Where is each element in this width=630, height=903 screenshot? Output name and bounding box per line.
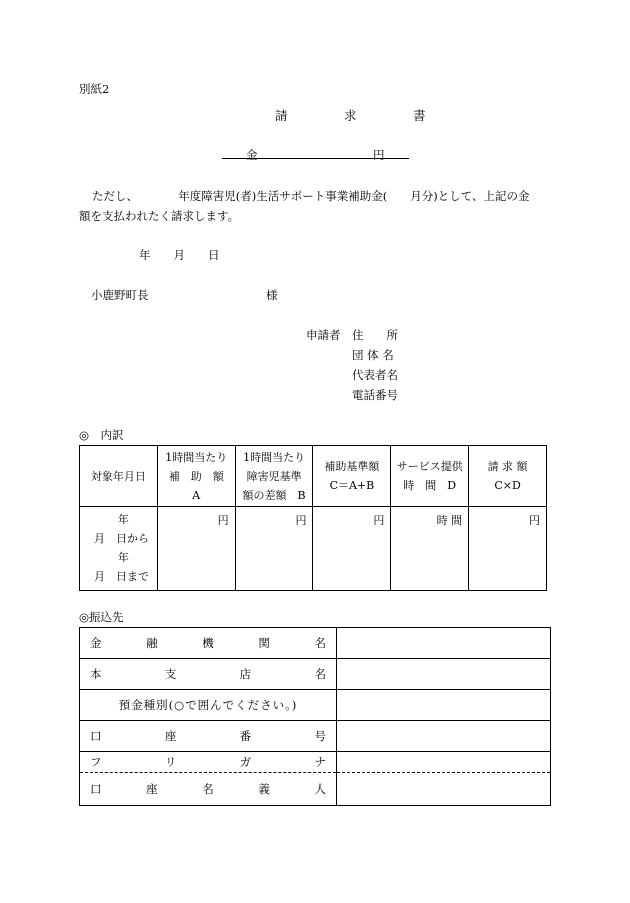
difference-amount-cell: 円 xyxy=(235,507,313,591)
claim-amount-cell: 円 xyxy=(469,507,547,591)
bank-row-financial-institution xyxy=(80,628,551,659)
body-line-2: 額を支払われたく請求します。 xyxy=(79,209,240,223)
header-standard-amount: 補助基準額 C＝A+B xyxy=(313,446,391,507)
value-account-holder xyxy=(337,773,551,806)
bank-row-account-holder xyxy=(80,773,551,806)
addressee: 小鹿野町長 xyxy=(91,288,149,302)
header-target-date: 対象年月日 xyxy=(80,446,158,507)
amount-underline xyxy=(222,158,409,159)
honorific: 様 xyxy=(266,288,278,302)
document-title: 請 求 書 xyxy=(275,108,448,123)
label-furigana: フ リ ガ ナ xyxy=(80,752,337,773)
representative-label: 代表者名 xyxy=(352,368,398,382)
label-branch: 本 支 店 名 xyxy=(80,659,337,690)
label-financial-institution: 金 融 機 関 名 xyxy=(80,628,337,659)
value-financial-institution xyxy=(337,628,551,659)
breakdown-header-row xyxy=(80,446,547,507)
attachment-label: 別紙2 xyxy=(79,82,110,96)
value-furigana xyxy=(337,752,551,773)
header-subsidy-per-hour: 1時間当たり 補 助 額 A xyxy=(157,446,235,507)
breakdown-heading: ◎ 内訳 xyxy=(79,428,124,442)
subsidy-amount-cell: 円 xyxy=(157,507,235,591)
amount-label: 金 xyxy=(246,148,258,162)
bank-row-deposit-type xyxy=(80,690,551,721)
date-line: 年 月 日 xyxy=(139,248,220,262)
value-branch xyxy=(337,659,551,690)
value-account-number xyxy=(337,721,551,752)
amount-unit: 円 xyxy=(373,148,385,162)
header-difference-b: 1時間当たり 障害児基準 額の差額 B xyxy=(235,446,313,507)
target-date-cell: 年 月 日から 年 月 日まで xyxy=(80,507,158,591)
header-service-hours: サービス提供 時 間 D xyxy=(391,446,469,507)
header-claim-amount: 請 求 額 C×D xyxy=(469,446,547,507)
label-deposit-type: 預金種別(○で囲んでください。) xyxy=(80,690,337,721)
body-line-1: ただし、 年度障害児(者)生活サポート事業補助金( 月分)として、上記の金 xyxy=(92,189,530,203)
value-deposit-type xyxy=(337,690,551,721)
bank-row-account-number xyxy=(80,721,551,752)
bank-heading: ◎振込先 xyxy=(79,610,124,624)
bank-row-branch xyxy=(80,659,551,690)
bank-row-furigana xyxy=(80,752,551,773)
standard-amount-cell: 円 xyxy=(313,507,391,591)
breakdown-data-row xyxy=(80,507,547,591)
address-label: 住 所 xyxy=(352,328,398,342)
breakdown-table xyxy=(79,445,547,591)
label-account-number: 口 座 番 号 xyxy=(80,721,337,752)
group-name-label: 団 体 名 xyxy=(352,348,394,362)
applicant-label: 申請者 xyxy=(306,328,341,342)
service-hours-cell: 時 間 xyxy=(391,507,469,591)
bank-table xyxy=(79,627,551,806)
phone-label: 電話番号 xyxy=(352,388,398,402)
label-account-holder: 口 座 名 義 人 xyxy=(80,773,337,806)
